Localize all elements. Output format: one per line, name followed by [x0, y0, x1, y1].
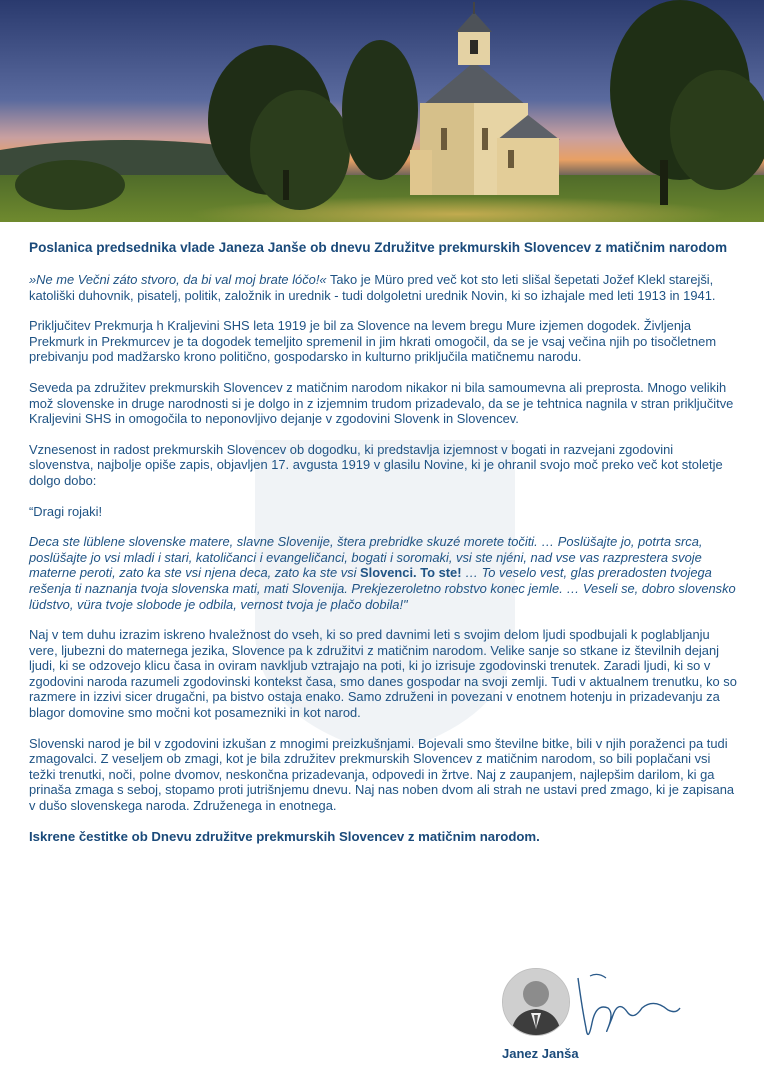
page-title: Poslanica predsednika vlade Janeza Janše ob dnevu Združitve prekmurskih Slovencev z matičnim narodom: [29, 240, 728, 255]
newspaper-quote: [29, 534, 739, 612]
letter-body: [29, 240, 739, 859]
paragraph-5: “Dragi rojaki!: [29, 503, 103, 519]
paragraph-1-text: Tako je Müro pred več kot sto leti slišal šepetati Jožef Klekl starejši, katoliški duhovnik, pisatelj, politik, založnik in urednik - tudi dolgoletni urednik Novin, ki so izhajale med leti 1913 in 1941.: [29, 272, 716, 303]
avatar: [502, 968, 570, 1036]
handwritten-signature: [568, 968, 688, 1048]
paragraph-3: Seveda pa združitev prekmurskih Slovencev z matičnim narodom nikakor ni bila samoumevna ali preprosta. Mnogo velikih mož slovenske in druge narodnosti si je dolgo in z izjemnim trudom prizadevalo, da se je tehtnica nagnila v stran priključitve Kraljevini SHS in omogočila to neponovljivo dejanje v zgodovini Slovenk in Slovencev.: [29, 379, 734, 427]
quote-part-1: Deca ste lüblene slovenske matere, slavne Slovenije, štera prebridke skuzé morete točiti. … Poslüšajte jo, potrta srca, poslüšajte jo vsi mladi i stari, katoličanci i evangeličanci, bogati i soromaki, vsi ste njéni, nad vse vas razprestera svoje materne peroti, zato ka ste vsi njena deca, zato ka ste vsi: [29, 534, 703, 581]
header-photo: [0, 0, 764, 222]
portrait-photo: [503, 969, 569, 1035]
paragraph-8: Slovenski narod je bil v zgodovini izkušan z mnogimi preizkušnjami. Bojevali smo številne bitke, bili v njih poraženci pa tudi zmagovalci. Z veseljem ob zmagi, kot je bila združitev prekmurskih Slovencev z matičnim narodom, so bili poplačani vsi težki trenutki, noči, polne dvomov, neskončna prizadevanja, odpovedi in žrtve. Naj z zaupanjem, najlepšim darilom, ki ga prinaša zmaga s seboj, stopamo proti jutrišnjemu dnevu. Naj nas noben dvom ali strah ne ustavi pred zmago, ki je zapisana v dušo slovenskega naroda. Združenega in enotnega.: [29, 735, 735, 814]
quote-bold: Slovenci. To ste!: [360, 565, 462, 581]
paragraph-4: Vznesenost in radost prekmurskih Slovencev ob dogodku, ki predstavlja izjemnost v bogati in razvejani zgodovini slovenstva, najbolje opiše zapis, objavljen 17. avgusta 1919 v glasilu Novine, ki je ohranil svojo moč preko več kot stoletje dolgo dobo:: [29, 441, 723, 488]
church-at-dusk-photo: [0, 0, 764, 222]
opening-quote: »Ne me Večni záto stvoro, da bi val moj brate lóčo!«: [29, 272, 327, 287]
quote-part-2: … To veselo vest, glas preradosten tvojega rešenja ti naznanja tvoja slovenska mati, mati Slovenija. Prekjezeroletno robstvo konec jemle. … Veseli se, dobro slovensko lüdstvo, vüra tvoje slobode je odbila, vernost tvoja je plačo dobila!": [29, 565, 736, 612]
signature-block: [500, 968, 700, 1068]
paragraph-2: Priključitev Prekmurja h Kraljevini SHS leta 1919 je bil za Slovence na levem bregu Mure izjemen dogodek. Življenja Prekmurk in Prekmurcev je ta dogodek temeljito spremenil in jim hkrati omogočil, da se je vsaj večina njih po tisočletnem prebivanju pod madžarsko krono politično, gospodarsko in kulturno priključila matičnemu narodu.: [29, 318, 717, 365]
paragraph-1: [29, 272, 739, 303]
closing-line: Iskrene čestitke ob Dnevu združitve prekmurskih Slovencev z matičnim narodom.: [29, 828, 540, 844]
signature-name: Janez Janša: [502, 1046, 579, 1061]
paragraph-7: Naj v tem duhu izrazim iskreno hvaležnost do vseh, ki so pred davnimi leti s svojim delom ljudi spodbujali k poglabljanju vere, ljubezni do maternega jezika, Slovence pa k združitvi z matičnim narodom. Velike sanje so stkane iz številnih dejanj ljudi, ki se odzovejo klicu časa in oviram navkljub vztrajajo na poti, ki jo izrisuje zgodovinski trenutek. Zaradi ljudi, ki so v zgodovini naroda razumeli zgodovinski kontekst časa, smo danes gospodar na svoji zemlji. Tudi v aktualnem trenutku, ko so razmere in izzivi sicer drugačni, pa bistvo ostaja enako. Samo združeni in povezani v enotnem hotenju in prizadevanju za blagor domovine smo močni kot posamezniki in kot narod.: [29, 627, 737, 721]
